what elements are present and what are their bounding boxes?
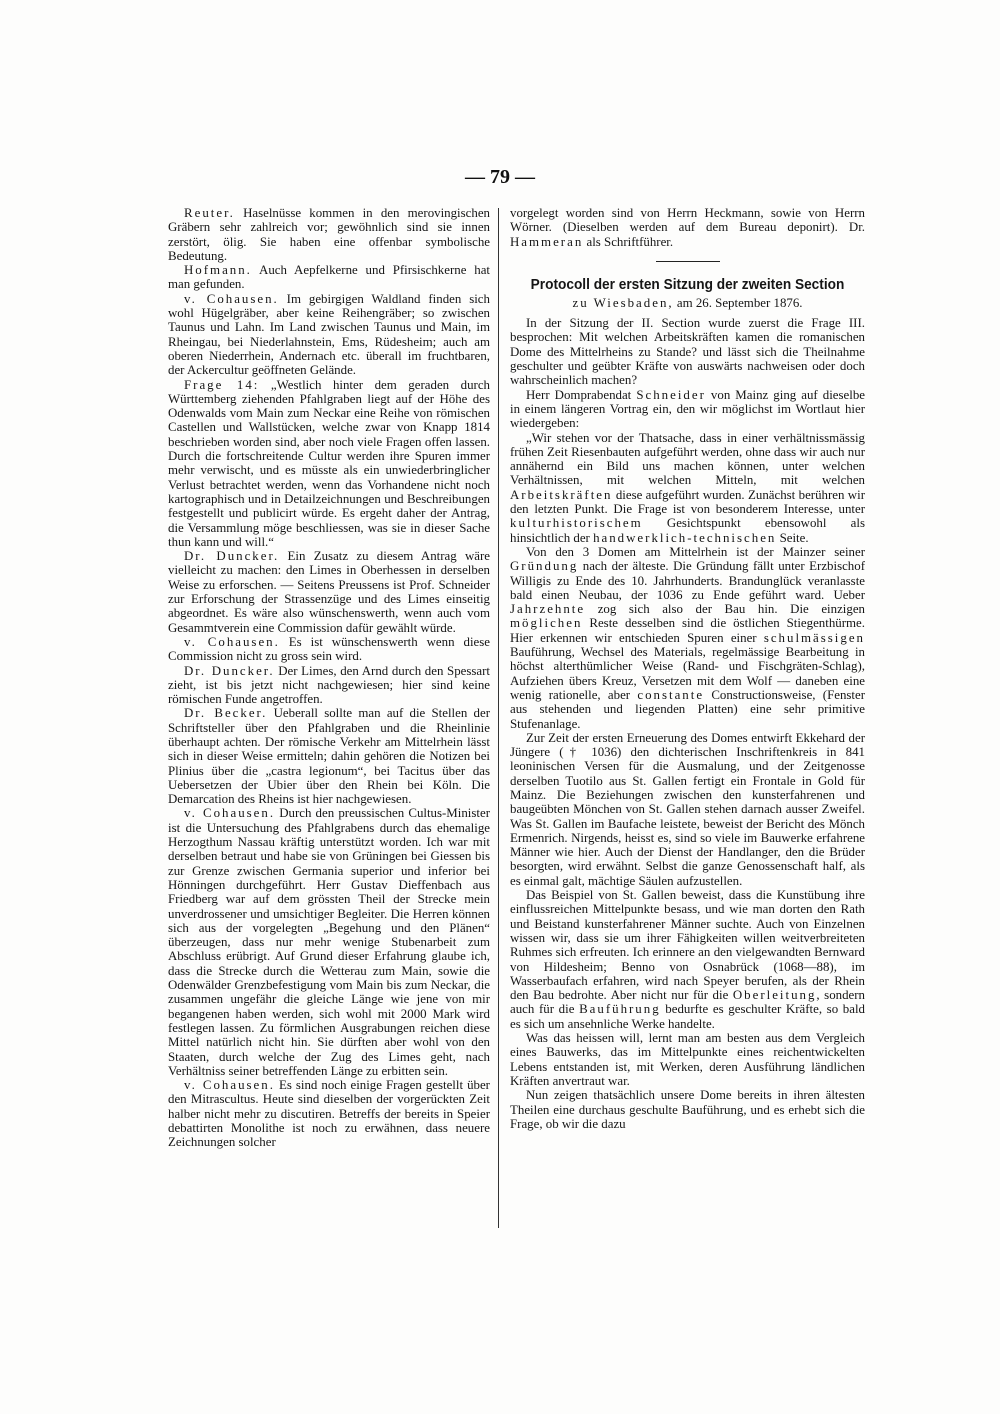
paragraph-text: zog sich also der Bau hin. Die einzigen <box>585 602 865 617</box>
paragraph-text: bedurfte es geschulter Kräfte, so bald es sich um ansehnliche Werke handelte. <box>510 1002 865 1031</box>
paragraph-text: Es sind noch einige Fragen gestellt über den Mitrascultus. Heute sind dieselben der vorgerückten Zeit halber nicht mehr zu discutiren. Betreffs der bereits in Speier debattirten Monolithe ist noch zu erwähnen, dass neuere Zeichnungen solcher <box>168 1078 490 1150</box>
section-heading: Protocoll der ersten Sitzung der zweiten Section <box>530 275 845 293</box>
emphasized-text: Arbeitskräften <box>510 487 613 502</box>
speaker-name: v. Cohausen. <box>184 634 280 649</box>
speaker-name: v. Cohausen. <box>184 806 276 821</box>
page-number: — 79 — <box>465 166 535 188</box>
left-paragraph <box>168 664 490 707</box>
speaker-name: Frage 14: <box>184 377 260 392</box>
paragraph-text: , sondern auch für die <box>510 988 865 1017</box>
emphasized-text: möglichen <box>510 616 583 631</box>
left-paragraph <box>168 706 490 806</box>
paragraph-text: Reste desselben sind die östlichen Stiegenthürme. Hier erkennen wir entschieden Spuren einer <box>510 616 865 645</box>
section-subheading <box>510 296 865 310</box>
speaker-name: v. Cohausen. <box>184 291 279 306</box>
speaker-name: Dr. Becker. <box>184 706 268 721</box>
emphasized-text: kulturhistorischem <box>510 516 643 531</box>
paragraph-text: Es ist wünschenswerth wenn diese Commission nicht zu gross sein wird. <box>168 634 490 664</box>
left-paragraph <box>168 549 490 635</box>
left-column <box>168 206 490 1230</box>
session-date: am 26. September 1876. <box>673 295 803 310</box>
speaker-name: Hofmann. <box>184 263 252 278</box>
right-paragraph <box>510 431 865 545</box>
paragraph-text: Auch Aepfelkerne und Pfirsischkerne hat man gefunden. <box>168 263 490 292</box>
right-paragraph <box>510 1088 865 1131</box>
left-paragraph <box>168 206 490 263</box>
paragraph-text: Zur Zeit der ersten Erneuerung des Domes entwirft Ekkehard der Jüngere († 1036) den dichterischen Inschriftenkreis in 841 leoninischen Versen für die Ausmalung, und der Zeitgenosse derselben Tuotilo aus St. Gallen fertigt ein Frontale in Gold für Mainz. Die Beziehungen zwischen den kunsterfahrenen und baugeübten Mönchen von St. Gallen stehen darnach ausser Zweifel. Was St. Gallen im Baufache leistete, beweist der Bericht des Mönch Ermenrich. Nirgends, heisst es, sind so viele im Bauwerke erfahrene Männer wie hier. Auch der Dienst der Handlanger, den die Brüder besorgten, wird erwähnt. Selbst die ganze Genossenschaft half, als es einmal galt, mächtige Säulen aufzustellen. <box>510 730 865 888</box>
emphasized-text: Bauführung <box>579 1002 661 1017</box>
paragraph-text: Durch den preussischen Cultus-Minister ist die Untersuchung des Pfahlgrabens durch das ehemalige Herzogthum Nassau kräftig unterstützt worden. Ich war mit derselben betraut und habe sie von Grüningen bei Giessen bis zur Grenze zwischen Germania superior und inferior bei Hönningen durchgeführt. Herr Gustav Dieffenbach aus Friedberg war auf dem grössten Theil der Strecke mein unverdrossener und umsichtiger Begleiter. Die Herren können sich aus der vorgelegten „Begehung und den Plänen“ überzeugen, dass nur mehr wenige Stubenarbeit zum Abschluss erübrigt. Auf Grund dieser Erfahrung glaube ich, dass die Strecke durch die Wetterau zum Main, sowie die Odenwälder Grenzbefestigung vom Main bis zum Neckar, die zusammen ungefähr die gleiche Länge wie jene von mir begangenen haben werden, sich wohl mit 2000 Mark wird festlegen lassen. Zu förmlichen Ausgrabungen reichen diese Mittel natürlich nicht hin. Sie dürften aber wohl von den Staaten, durch welche der Zug des Limes geht, nach Verhältniss seiner betreffenden Länge zu erbitten sein. <box>168 806 490 1078</box>
paragraph-text: von Mainz ging auf dieselbe in einem längeren Vortrag ein, den wir möglichst im Wortlaut hier wiedergeben: <box>510 387 865 431</box>
emphasized-text: handwerklich-technischen <box>593 530 777 545</box>
paragraph-text: „Wir stehen vor der Thatsache, dass in einer verhältnissmässig frühen Zeit Riesenbauten aufgeführt werden, ohne dass wir auch nur annähernd ein Bild uns machen können, unter welchen Verhältnissen, mit welchen Mitteln, mit welchen <box>510 430 865 488</box>
paragraph-text: Nun zeigen thatsächlich unsere Dome bereits in ihren ältesten Theilen eine durchaus geschulte Bauführung, und es erhebt sich die Frage, ob wir die dazu <box>510 1088 865 1131</box>
emphasized-text: constante <box>637 687 705 702</box>
paragraph-text: Haselnüsse kommen in den merovingischen Gräbern sehr zahlreich vor; gewöhnlich sind sie innen zerstört, ölig. Sie haben eine offenbar symbolische Bedeutung. <box>168 206 490 263</box>
right-column-body <box>510 316 865 1131</box>
paragraph-text: Was das heissen will, lernt man am besten aus dem Vergleich eines Bauwerks, das im Mittelpunkte eines reichentwickelten Lebens entstanden ist, mit Werken, deren Ausführung ländlichen Kräften anvertraut war. <box>510 1031 865 1088</box>
emphasized-text: schulmässigen <box>763 630 865 645</box>
left-paragraph <box>168 378 490 550</box>
paragraph-text: Im gebirgigen Waldland finden sich wohl Hügelgräber, aber keine Reihengräber; so zwischen Taunus und Lahn. Im Land zwischen Taunus und Main, im Rheingau, bei Niederlahnstein, Ems, Rüdesheim; auch am oberen Niederrhein, Andernach etc. überall im fruchtbaren, der Ackercultur geöffneten Gelände. <box>168 291 490 378</box>
paragraph-text: Ein Zusatz zu diesem Antrag wäre vielleicht zu machen: den Limes in Oberhessen in derselben Weise zu erforschen. — Seitens Preussens ist Prof. Schneider zur Erforschung der Strassenzüge und des Limes einseitig abgeordnet. Es wäre also wünschenswerth, wenn auch vom Gesammtverein eine Commission dafür gewählt würde. <box>168 549 490 635</box>
left-paragraph <box>168 263 490 292</box>
continuation-tail: als Schriftführer. <box>583 234 674 249</box>
column-divider <box>498 208 499 1228</box>
emphasized-text: Gründung <box>510 559 579 574</box>
session-place: zu Wiesbaden, <box>572 295 674 310</box>
speaker-name: Dr. Duncker. <box>184 663 275 678</box>
paragraph-text: Herr Domprabendat <box>526 387 637 402</box>
right-paragraph <box>510 316 865 387</box>
right-paragraph <box>510 888 865 1031</box>
continuation-paragraph <box>510 206 865 249</box>
paragraph-text: diese aufgeführt wurden. Zunächst berühren wir den letzten Punkt. Die Frage ist von besonderem Interesse, unter <box>510 487 865 517</box>
secretary-name: Hammeran <box>510 234 584 249</box>
paragraph-text: nach der älteste. Die Gründung fällt unter Erzbischof Willigis zu Ende des 10. Jahrhunderts. Brandunglück veranlasste bald einen Neubau, der 1036 zu Ende geführt ward. Ueber <box>510 559 865 602</box>
paragraph-text: Gesichtspunkt ebensowohl als hinsichtlich der <box>510 516 865 545</box>
section-separator <box>656 261 720 262</box>
paragraph-text: Von den 3 Domen am Mittelrhein ist der Mainzer seiner <box>526 544 865 559</box>
paragraph-text: Bauführung, Wechsel des Materials, regelmässige Bearbeitung in höchst alterthümlicher Weise (Rand- und Fischgräten-Schlag), Aufziehen übers Kreuz, Versetzen mit dem Wolf — daneben eine wenig rationelle, aber <box>510 645 865 702</box>
right-paragraph <box>510 1031 865 1088</box>
speaker-name: Dr. Duncker. <box>184 549 280 564</box>
paragraph-text: In der Sitzung der II. Section wurde zuerst die Frage III. besprochen: Mit welchen Arbeitskräften kamen die romanischen Dome des Mittelrheins zu Stande? und lässt sich die Theilnahme geschulter und geübter Kräfte von auswärts nachweisen oder doch wahrscheinlich machen? <box>510 316 865 388</box>
right-paragraph <box>510 545 865 731</box>
left-paragraph <box>168 1078 490 1149</box>
speaker-name: Reuter. <box>184 206 235 220</box>
left-paragraph <box>168 635 490 664</box>
continuation-text: vorgelegt worden sind von Herrn Heckmann, sowie von Herrn Wörner. (Dieselben werden auf dem Bureau deponirt). Dr. <box>510 206 865 235</box>
paragraph-text: Ueberall sollte man auf die Stellen der Schriftsteller über den Pfahlgraben und die Rheinlinie überhaupt achten. Der römische Verkehr am Mittelrhein lässt sich in dieser Weise ermitteln; dahin gehören die Notizen bei Plinius über die „castra legionum“, bei Tacitus über das Uebersetzen der Ubier über den Rhein bei Köln. Die Demarcation des Rheins ist hier nachgewiesen. <box>168 706 490 807</box>
right-paragraph <box>510 388 865 431</box>
left-paragraph <box>168 806 490 1078</box>
left-paragraph <box>168 292 490 378</box>
emphasized-text: Jahrzehnte <box>510 602 586 617</box>
paragraph-text: Seite. <box>776 530 809 545</box>
right-column <box>510 206 865 1230</box>
paragraph-text: Das Beispiel von St. Gallen beweist, dass die Kunstübung ihre einflussreichen Mittelpunkte besass, und wie man dorten den Rath und Beistand kunsterfahrener Männer suchte. Auch von Einzelnen wissen wir, dass sie um ihrer Fähigkeiten willen weitverbreiteten Ruhmes sich erfreuten. Ich erinnere an den vielgewandten Bernward von Hildesheim; Benno von Osnabrück (1068—88), im Wasserbaufach erfahren, wird nach Speyer berufen, als der Rhein den Bau bedrohte. Aber nicht nur für die <box>510 888 865 1003</box>
paragraph-text: Constructionsweise, (Fenster aus stehenden und liegenden Platten) eine sehr primitive Stufenanlage. <box>510 687 865 731</box>
paragraph-text: „Westlich hinter dem geraden durch Württemberg ziehenden Pfahlgraben liegt auf der Höhe des Odenwalds vom Main zum Neckar eine Reihe von römischen Castellen und Wallstücken, welche zwar von Knapp 1814 beschrieben worden sind, aber noch viele Fragen offen lassen. Durch die fortschreitende Cultur werden ihre Spuren immer mehr verwischt, und es müsste als ein unwiederbringlicher Verlust betrachtet werden, wenn das Vorhandene nicht noch kartographisch und in Detailzeichnungen und Beschreibungen festgestellt und publicirt würde. Es ergeht daher der Antrag, die Versammlung möge beschliessen, was sie in dieser Sache thun kann und will.“ <box>168 377 490 549</box>
emphasized-text: Schneider <box>636 387 706 402</box>
right-paragraph <box>510 731 865 888</box>
speaker-name: v. Cohausen. <box>184 1078 275 1093</box>
paragraph-text: Der Limes, den Arnd durch den Spessart zieht, ist bis jetzt nicht nachgewiesen; hier sind keine römischen Funde angetroffen. <box>168 663 490 707</box>
emphasized-text: Oberleitung <box>732 988 817 1003</box>
